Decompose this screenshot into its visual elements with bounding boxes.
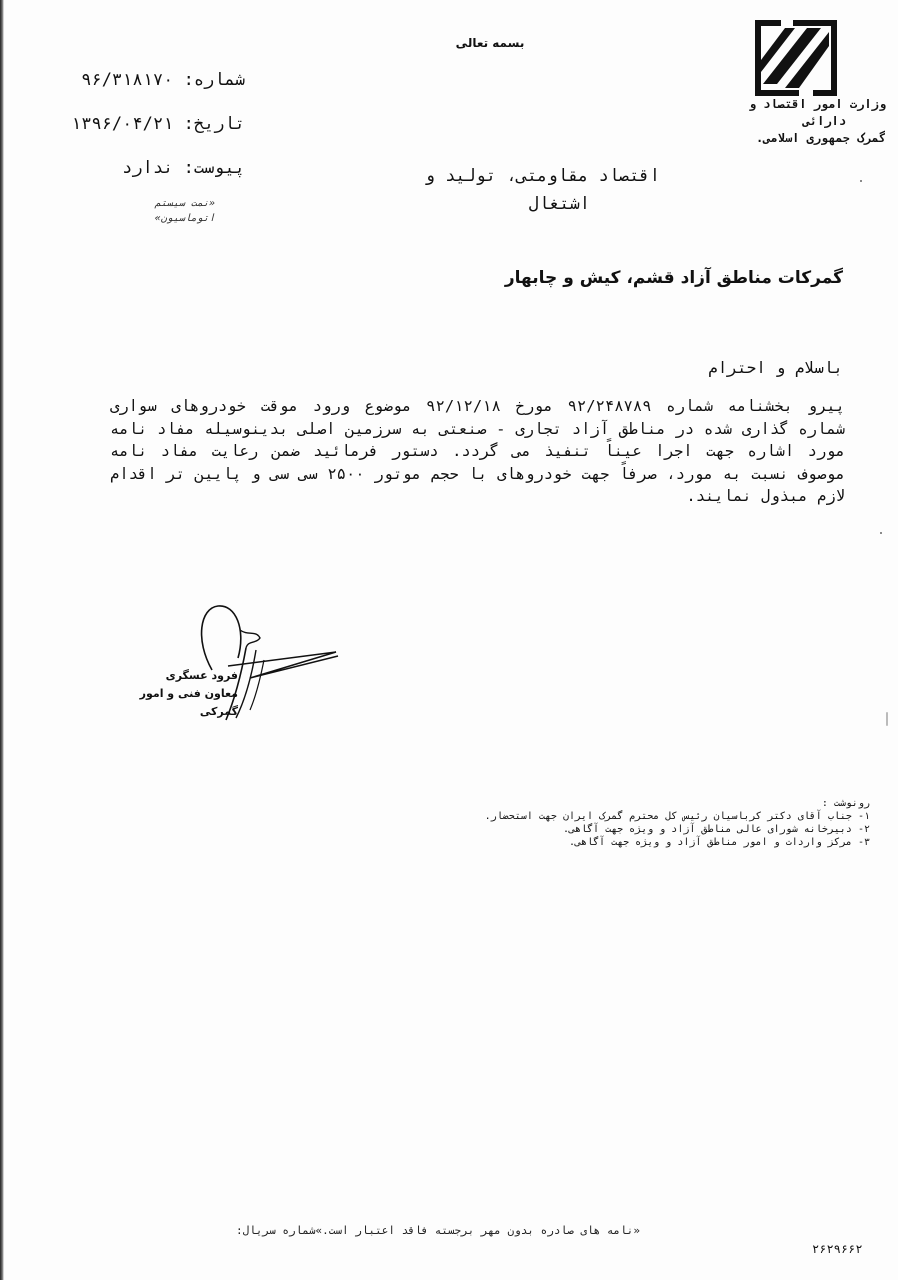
copies-item: ۱- جناب آقای دکتر کرباسیان رئیس کل محترم گمرک ایران جهت استحضار.	[484, 811, 870, 822]
slogan-line-2: اشتغال	[528, 194, 590, 214]
customs-logo-icon	[755, 20, 837, 96]
scan-edge	[0, 0, 4, 1280]
copies-list	[310, 797, 870, 849]
signatory-name: فرود عسگری	[165, 669, 238, 682]
automation-note-line-2: اتوماسیون»	[154, 213, 215, 224]
slogan-line-1: اقتصاد مقاومتی، تولید و	[424, 166, 660, 186]
letter-number: شماره: ۹۶/۳۱۸۱۷۰	[81, 70, 245, 90]
year-slogan	[340, 162, 660, 218]
basmala: بسمه تعالی	[455, 36, 525, 50]
serial-number: ۲۶۲۹۶۶۲	[812, 1242, 863, 1256]
org-line-3: گمرک جمهوری اسلامی.	[755, 131, 886, 145]
letter-attachment: پیوست: ندارد	[122, 158, 245, 178]
signatory	[118, 667, 238, 721]
copies-item: ۲- دبیرخانه شورای عالی مناطق آزاد و ویژه جهت آگاهی.	[562, 824, 870, 835]
automation-note	[120, 196, 215, 226]
automation-note-line-1: «نمت سیستم	[154, 198, 215, 209]
org-line-1: وزارت امور اقتصاد و	[748, 97, 886, 111]
signatory-title: معاون فنی و امور گمرکی	[139, 687, 238, 718]
letter-meta	[10, 58, 245, 190]
scan-speck	[860, 180, 862, 182]
letter-date: تاریخ: ۱۳۹۶/۰۴/۲۱	[70, 114, 245, 134]
organization-name	[696, 96, 886, 147]
addressee: گمرکات مناطق آزاد قشم، کیش و چابهار	[504, 268, 843, 288]
scan-speck	[880, 532, 882, 534]
scan-speck	[886, 712, 888, 726]
footer-validity-note: «نامه های صادره بدون مهر برجسته فاقد اعتبار است.»شماره سریال:	[236, 1224, 640, 1237]
org-line-2: دارائی	[802, 114, 846, 128]
greeting: باسلام و احترام	[708, 358, 843, 377]
copies-heading: رونوشت :	[821, 798, 870, 809]
copies-item: ۳- مرکز واردات و امور مناطق آزاد و ویژه جهت آگاهی.	[568, 837, 870, 848]
letter-body: پیرو بخشنامه شماره ۹۲/۲۴۸۷۸۹ مورخ ۹۲/۱۲/۱۸ موضوع ورود موقت خودروهای سواری شماره گذاری شده در مناطق آزاد تجاری - صنعتی به سرزمین اصلی بدینوسیله مفاد نامه مورد اشاره جهت اجرا عیناً تنفیذ می گردد. دستور فرمائید ضمن رعایت مفاد نامه موصوف نسبت به مورد، صرفاً جهت خودروهای با حجم موتور ۲۵۰۰ سی سی و پایین تر اقدام لازم مبذول نمایند.	[110, 397, 846, 505]
